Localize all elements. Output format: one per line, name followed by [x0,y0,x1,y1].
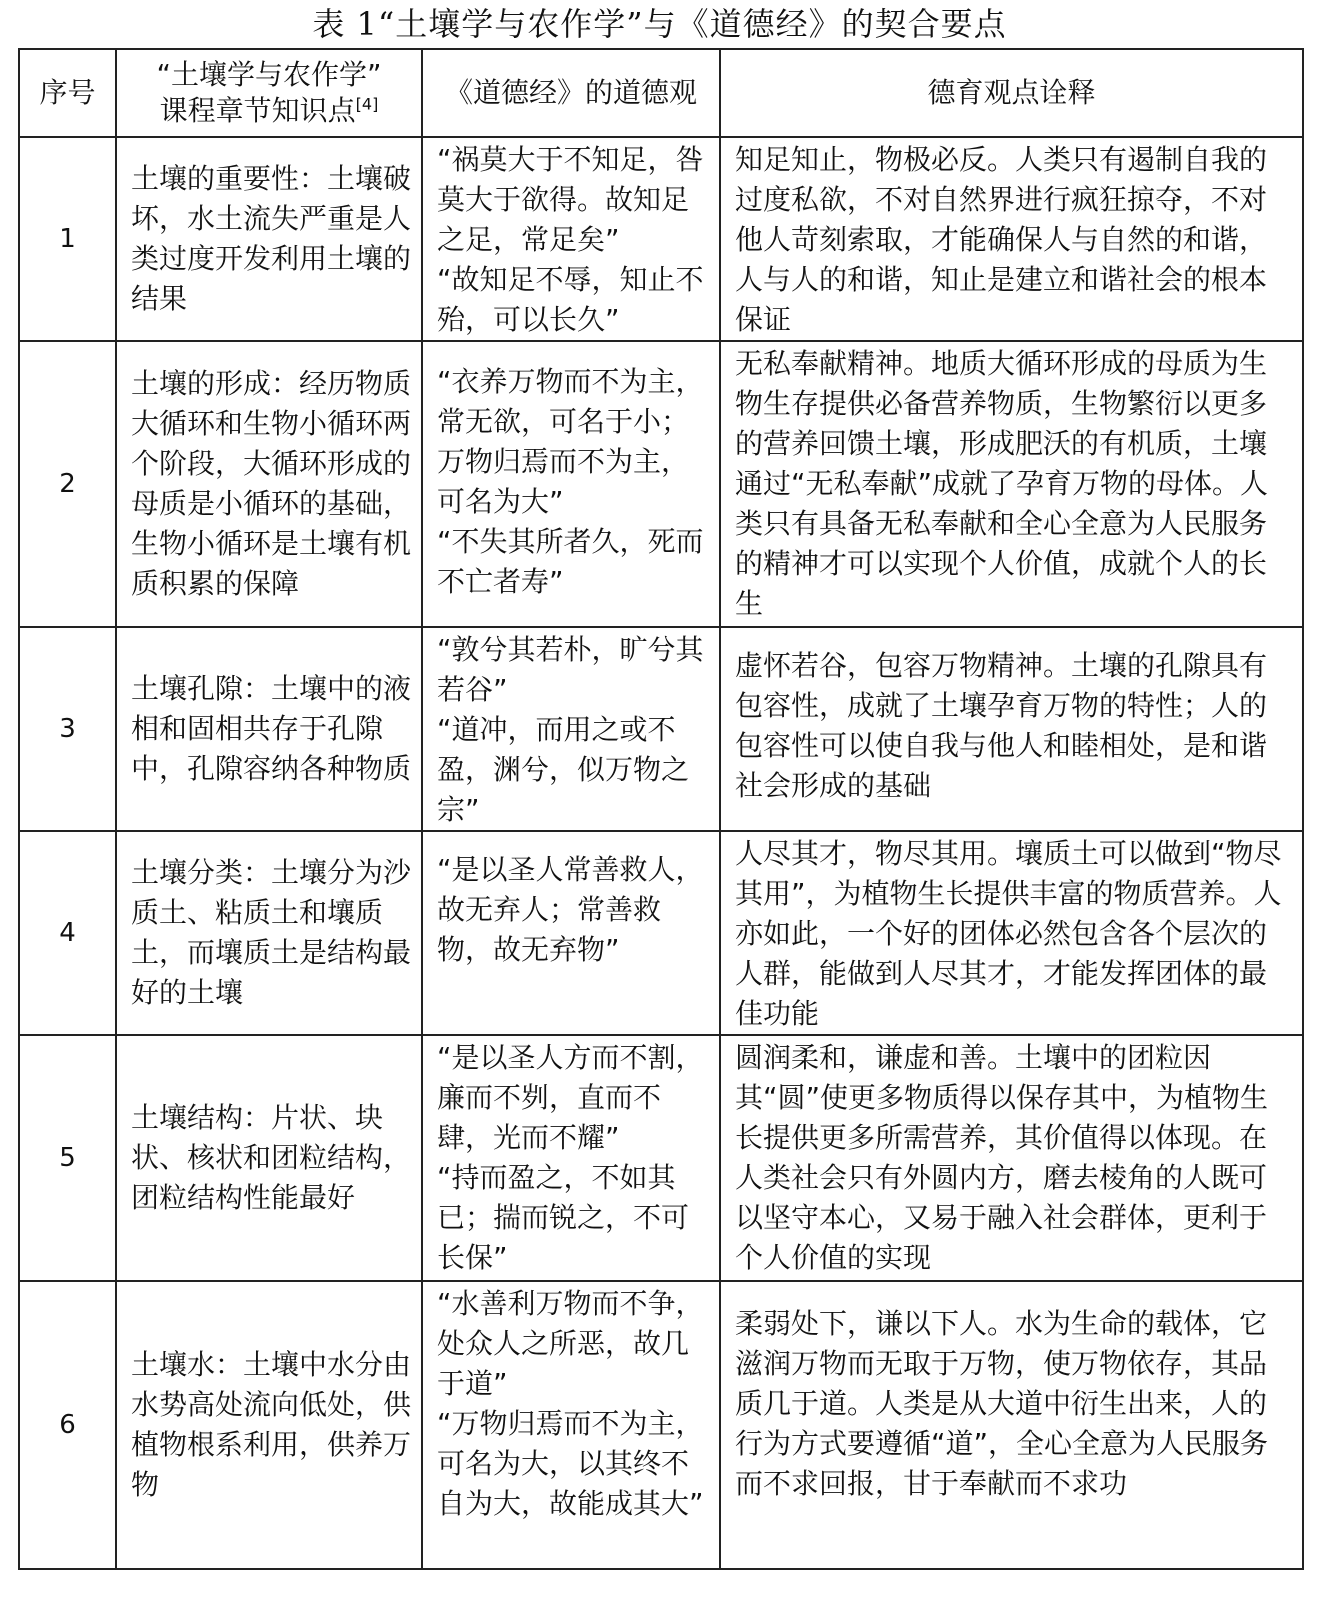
quote: “是以圣人常善救人，故无弃人；常善救物，故无弃物” [437,853,704,966]
row-number: 6 [19,1281,116,1569]
table-row [19,341,1303,627]
row-number: 2 [19,341,116,627]
row-interpretation: 知足知止，物极必反。人类只有遏制自我的过度私欲，不对自然界进行疯狂掠夺，不对他人苛刻索取，才能确保人与自然的和谐，人与人的和谐，知止是建立和谐社会的根本保证 [720,137,1303,341]
table-row [19,1035,1303,1281]
table-row [19,137,1303,341]
row-quotes [422,1281,720,1569]
row-number: 3 [19,627,116,831]
row-topic: 土壤的重要性：土壤破坏，水土流失严重是人类过度开发利用土壤的结果 [116,137,422,341]
row-number: 5 [19,1035,116,1281]
row-topic: 土壤分类：土壤分为沙质土、粘质土和壤质土，而壤质土是结构最好的土壤 [116,831,422,1035]
quote: “万物归焉而不为主，可名为大，以其终不自为大，故能成其大” [437,1407,704,1520]
row-topic: 土壤水：土壤中水分由水势高处流向低处，供植物根系利用，供养万物 [116,1281,422,1569]
quote: “持而盈之，不如其已；揣而锐之，不可长保” [437,1161,690,1274]
row-topic: 土壤结构：片状、块状、核状和团粒结构，团粒结构性能最好 [116,1035,422,1281]
quote: “祸莫大于不知足，咎莫大于欲得。故知足之足，常足矣” [437,143,704,256]
row-topic: 土壤的形成：经历物质大循环和生物小循环两个阶段，大循环形成的母质是小循环的基础，生物小循环是土壤有机质积累的保障 [116,341,422,627]
header-interpretation: 德育观点诠释 [720,49,1303,137]
quote: “水善利万物而不争，处众人之所恶，故几于道” [437,1287,704,1400]
row-interpretation: 人尽其才，物尽其用。壤质土可以做到“物尽其用”，为植物生长提供丰富的物质营养。人亦如此，一个好的团体必然包含各个层次的人群，能做到人尽其才，才能发挥团体的最佳功能 [720,831,1303,1035]
row-quotes [422,831,720,1035]
table-title: 表 1“土壤学与农作学”与《道德经》的契合要点 [312,5,1007,43]
quote: “故知足不辱，知止不殆，可以长久” [437,263,704,336]
row-interpretation: 无私奉献精神。地质大循环形成的母质为生物生存提供必备营养物质，生物繁衍以更多的营养回馈土壤，形成肥沃的有机质，土壤通过“无私奉献”成就了孕育万物的母体。人类只有具备无私奉献和全心全意为人民服务的精神才可以实现个人价值，成就个人的长生 [720,341,1303,627]
row-number: 4 [19,831,116,1035]
quote: “道冲，而用之或不盈，渊兮，似万物之宗” [437,713,690,826]
header-daodejing: 《道德经》的道德观 [422,49,720,137]
row-interpretation: 柔弱处下，谦以下人。水为生命的载体，它滋润万物而无取于万物，使万物依存，其品质几于道。人类是从大道中衍生出来，人的行为方式要遵循“道”，全心全意为人民服务而不求回报，甘于奉献而不求功 [720,1281,1303,1569]
table-row [19,831,1303,1035]
header-reference: [4] [355,94,379,114]
row-number: 1 [19,137,116,341]
row-topic: 土壤孔隙：土壤中的液相和固相共存于孔隙中，孔隙容纳各种物质 [116,627,422,831]
table-row [19,1281,1303,1569]
header-knowledge-line1: “土壤学与农作学” [156,58,382,91]
table-row [19,627,1303,831]
header-knowledge-line2: 课程章节知识点 [159,94,356,127]
row-quotes [422,137,720,341]
comparison-table [18,48,1304,1570]
header-row [19,49,1303,137]
quote: “不失其所者久，死而不亡者寿” [437,525,704,598]
quote: “是以圣人方而不割，廉而不刿，直而不肆，光而不耀” [437,1041,704,1154]
row-interpretation: 虚怀若谷，包容万物精神。土壤的孔隙具有包容性，成就了土壤孕育万物的特性；人的包容性可以使自我与他人和睦相处，是和谐社会形成的基础 [720,627,1303,831]
row-quotes [422,341,720,627]
header-index: 序号 [19,49,116,137]
quote: “衣养万物而不为主，常无欲，可名于小；万物归焉而不为主，可名为大” [437,365,704,518]
row-quotes [422,627,720,831]
quote: “敦兮其若朴，旷兮其若谷” [437,633,704,706]
row-quotes [422,1035,720,1281]
row-interpretation: 圆润柔和，谦虚和善。土壤中的团粒因其“圆”使更多物质得以保存其中，为植物生长提供更多所需营养，其价值得以体现。在人类社会只有外圆内方，磨去棱角的人既可以坚守本心，又易于融入社会群体，更利于个人价值的实现 [720,1035,1303,1281]
header-knowledge-points [116,49,422,137]
